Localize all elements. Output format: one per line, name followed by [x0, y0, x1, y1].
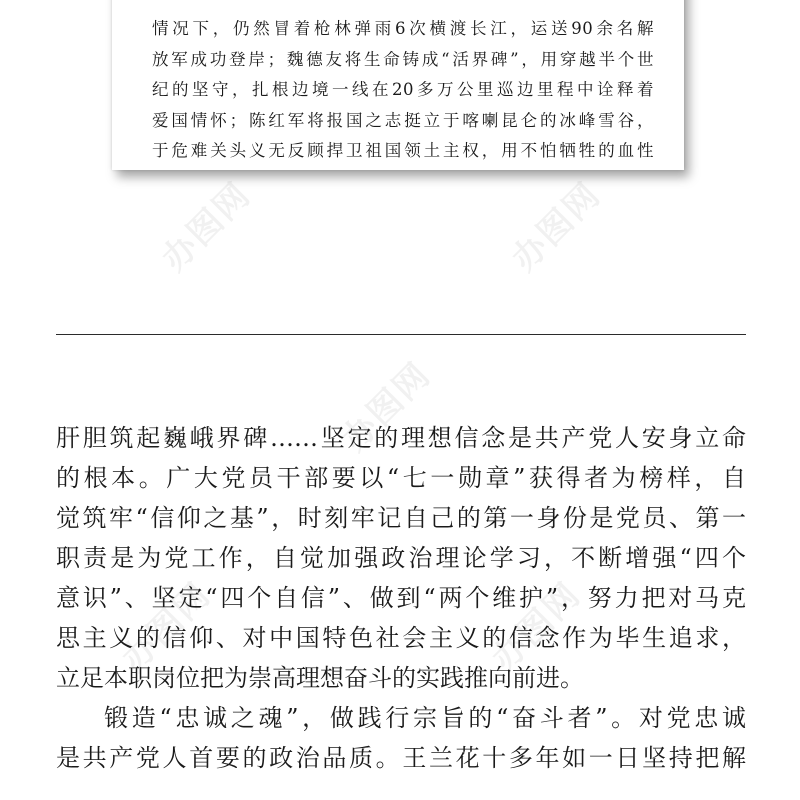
quote-line: 情况下，仍然冒着枪林弹雨6次横渡长江，运送90余名解: [152, 19, 654, 38]
paragraph-line: 肝胆筑起巍峨界碑……坚定的理想信念是共产党人安身立命: [56, 424, 746, 452]
watermark: 办图网: [114, 574, 219, 680]
paragraph-line: 意识”、坚定“四个自信”、做到“两个维护”，努力把对马克: [56, 584, 746, 612]
body-text: [56, 418, 746, 778]
quote-line: 于危难关头义无反顾捍卫祖国领土主权，用不怕牺牲的血性: [152, 141, 654, 160]
paragraph-line: 职责是为党工作，自觉加强政治理论学习，不断增强“四个: [56, 544, 746, 572]
section-divider: [56, 334, 746, 335]
quote-line: 纪的坚守，扎根边境一线在20多万公里巡边里程中诠释着: [152, 80, 654, 99]
quote-line: 爱国情怀；陈红军将报国之志挺立于喀喇昆仑的冰峰雪谷，: [152, 110, 654, 130]
paragraph-line: 的根本。广大党员干部要以“七一勋章”获得者为榜样，自: [56, 464, 746, 492]
paragraph-line: 锻造“忠诚之魂”，做践行宗旨的“奋斗者”。对党忠诚: [104, 704, 746, 732]
quote-line: 放军成功登岸；魏德友将生命铸成“活界碑”，用穿越半个世: [152, 49, 654, 69]
watermark: 办图网: [154, 174, 259, 280]
watermark: 办图网: [504, 174, 609, 280]
quote-card: [112, 0, 684, 170]
paragraph-line: 觉筑牢“信仰之基”，时刻牢记自己的第一身份是党员、第一: [56, 504, 746, 532]
paragraph-line: 是共产党人首要的政治品质。王兰花十多年如一日坚持把解: [56, 744, 746, 772]
watermark: 办图网: [484, 574, 589, 680]
paragraph-line: 立足本职岗位把为崇高理想奋斗的实践推向前进。: [56, 664, 584, 692]
paragraph-line: 思主义的信仰、对中国特色社会主义的信念作为毕生追求，: [56, 624, 746, 652]
watermark: 办图网: [334, 354, 439, 460]
